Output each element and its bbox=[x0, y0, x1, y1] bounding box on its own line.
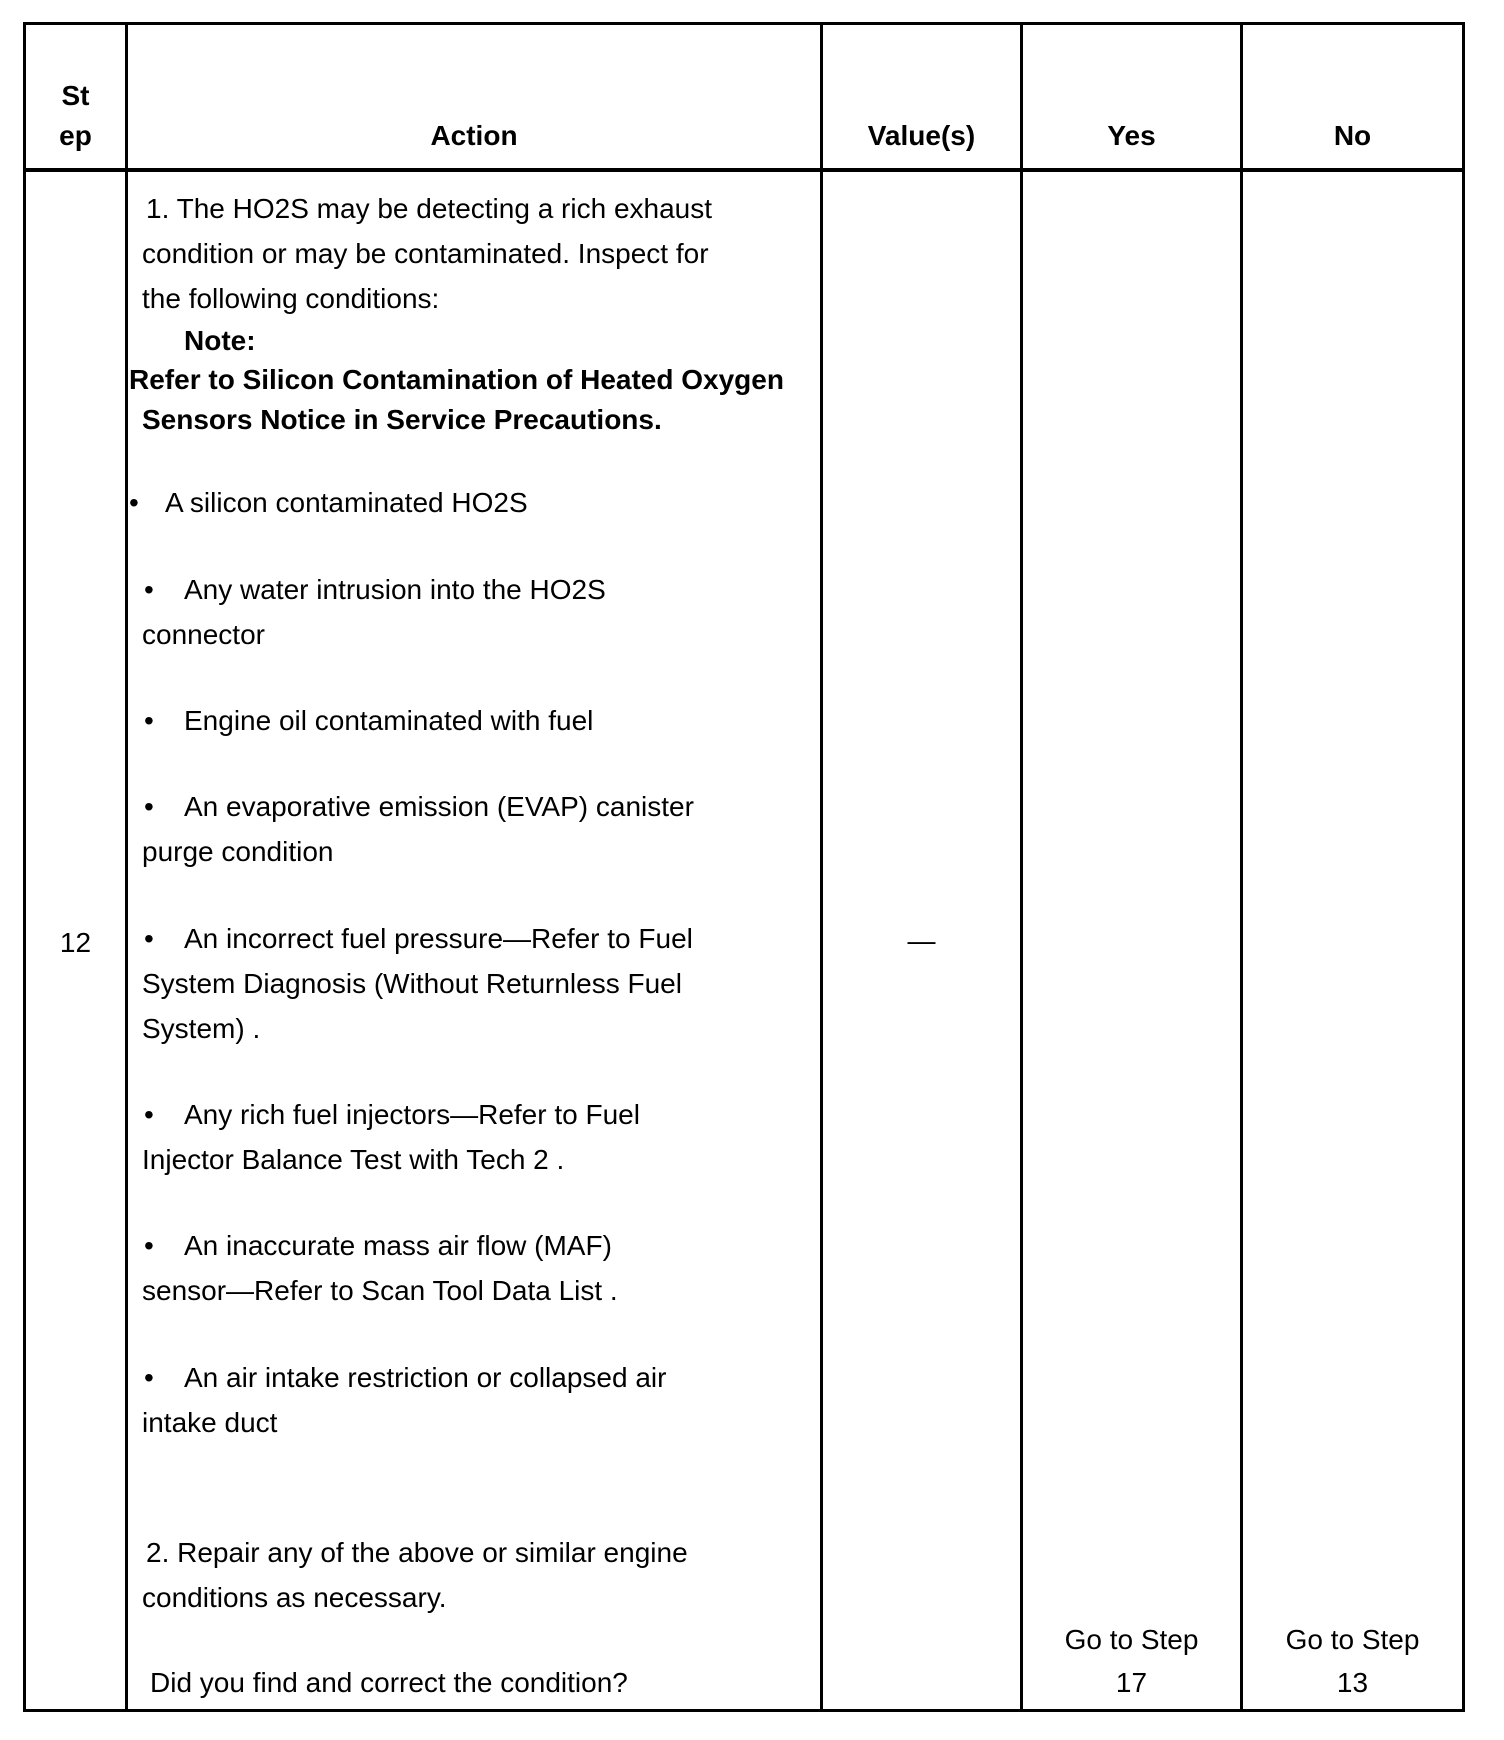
bullet-item bbox=[144, 1092, 640, 1137]
note-label: Note: bbox=[184, 325, 256, 356]
bullet-text: Any rich fuel injectors—Refer to Fuel bbox=[184, 1099, 640, 1130]
no-goto-step: 13 bbox=[1336, 1667, 1369, 1698]
column-divider-step bbox=[125, 22, 128, 1712]
bullet-glyph: • bbox=[144, 1230, 154, 1261]
bullet-text: An incorrect fuel pressure—Refer to Fuel bbox=[184, 923, 693, 954]
bullet-text-continued: sensor—Refer to Scan Tool Data List . bbox=[142, 1275, 618, 1306]
column-divider-values bbox=[1020, 22, 1023, 1712]
value-dash: — bbox=[907, 925, 936, 956]
action-item1-line2: condition or may be contaminated. Inspect for bbox=[142, 238, 709, 269]
bullet-item bbox=[144, 916, 693, 961]
bullet-item bbox=[144, 567, 606, 612]
bullet-text-continued: intake duct bbox=[142, 1407, 278, 1438]
bullet-text-continued: purge condition bbox=[142, 836, 334, 867]
no-goto-label: Go to Step bbox=[1285, 1624, 1420, 1655]
bullet-item bbox=[144, 698, 593, 743]
note-line1: Refer to Silicon Contamination of Heated Oxygen bbox=[129, 364, 784, 395]
action-question: Did you find and correct the condition? bbox=[150, 1667, 628, 1698]
bullet-text: Engine oil contaminated with fuel bbox=[184, 705, 594, 736]
note-line2: Sensors Notice in Service Precautions. bbox=[142, 404, 662, 435]
bullet-item bbox=[144, 784, 694, 829]
yes-goto-label: Go to Step bbox=[1064, 1624, 1199, 1655]
action-item2-line2: conditions as necessary. bbox=[142, 1582, 447, 1613]
bullet-item bbox=[144, 1355, 666, 1400]
bullet-glyph: • bbox=[129, 487, 139, 518]
action-item1-line3: the following conditions: bbox=[142, 283, 440, 314]
bullet-item bbox=[129, 480, 528, 525]
bullet-glyph: • bbox=[144, 923, 154, 954]
action-item1-line1: 1. The HO2S may be detecting a rich exhaust bbox=[146, 193, 713, 224]
bullet-item bbox=[144, 1223, 612, 1268]
bullet-text: An air intake restriction or collapsed air bbox=[184, 1362, 667, 1393]
bullet-text-continued: Injector Balance Test with Tech 2 . bbox=[142, 1144, 565, 1175]
header-action: Action bbox=[430, 120, 518, 151]
bullet-glyph: • bbox=[144, 1362, 154, 1393]
bullet-text: Any water intrusion into the HO2S bbox=[184, 574, 606, 605]
bullet-text-continued: connector bbox=[142, 619, 265, 650]
step-number: 12 bbox=[59, 927, 92, 958]
header-yes: Yes bbox=[1107, 120, 1156, 151]
bullet-text-continued: System) . bbox=[142, 1013, 261, 1044]
bullet-text: An evaporative emission (EVAP) canister bbox=[184, 791, 694, 822]
bullet-text: A silicon contaminated HO2S bbox=[165, 487, 528, 518]
header-values: Value(s) bbox=[867, 120, 976, 151]
header-no: No bbox=[1333, 120, 1372, 151]
bullet-glyph: • bbox=[144, 574, 154, 605]
header-step-line2: ep bbox=[59, 120, 92, 151]
header-step-line1: St bbox=[61, 80, 90, 111]
action-item2-line1: 2. Repair any of the above or similar engine bbox=[146, 1537, 688, 1568]
bullet-glyph: • bbox=[144, 705, 154, 736]
yes-goto-step: 17 bbox=[1115, 1667, 1148, 1698]
header-step bbox=[26, 76, 125, 156]
bullet-glyph: • bbox=[144, 1099, 154, 1130]
column-divider-yes bbox=[1240, 22, 1243, 1712]
bullet-glyph: • bbox=[144, 791, 154, 822]
bullet-text: An inaccurate mass air flow (MAF) bbox=[184, 1230, 612, 1261]
header-divider bbox=[23, 168, 1465, 172]
column-divider-action bbox=[820, 22, 823, 1712]
bullet-text-continued: System Diagnosis (Without Returnless Fuel bbox=[142, 968, 682, 999]
